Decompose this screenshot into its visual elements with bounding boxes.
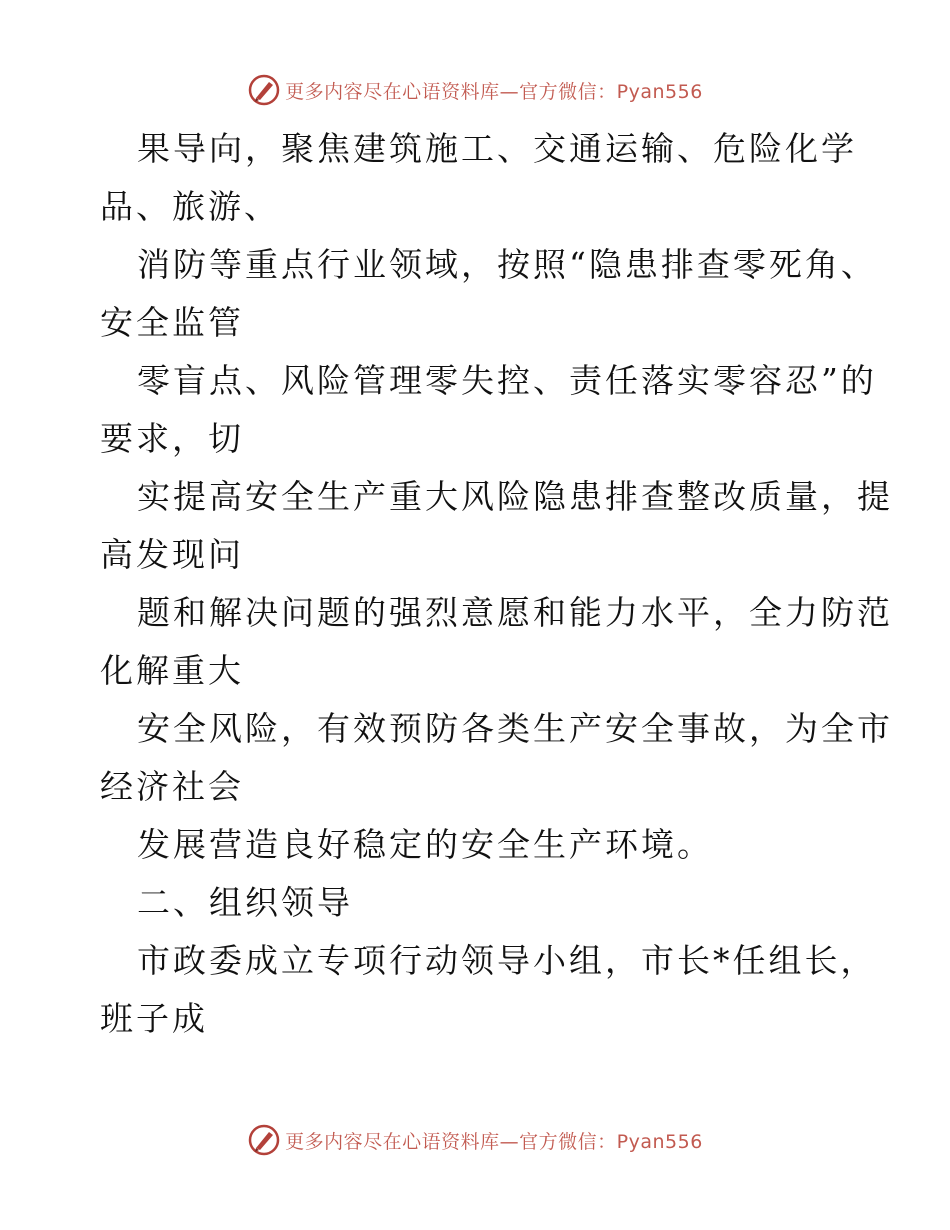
footer-banner [0, 1120, 950, 1160]
body-line: 安全监管 [100, 303, 244, 342]
body-line: 化解重大 [100, 651, 244, 690]
section-heading: 二、组织领导 [137, 883, 353, 922]
body-line: 安全风险，有效预防各类生产安全事故，为全市 [137, 709, 893, 748]
header-banner-text: 更多内容尽在心语资料库—官方微信：Pyan556 [285, 80, 703, 103]
pen-circle-logo-icon [247, 1123, 281, 1157]
body-line: 果导向，聚焦建筑施工、交通运输、危险化学 [137, 129, 857, 168]
header-banner [0, 70, 950, 110]
body-line: 题和解决问题的强烈意愿和能力水平，全力防范 [137, 593, 893, 632]
body-line: 市政委成立专项行动领导小组，市长*任组长， [137, 941, 877, 980]
document-body [100, 120, 893, 1048]
pen-circle-logo-icon [247, 73, 281, 107]
body-line: 零盲点、风险管理零失控、责任落实零容忍”的 [137, 361, 877, 400]
body-line: 高发现问 [100, 535, 244, 574]
body-line: 消防等重点行业领域，按照“隐患排查零死角、 [137, 245, 877, 284]
body-line: 发展营造良好稳定的安全生产环境。 [137, 825, 713, 864]
body-line: 班子成 [100, 999, 208, 1038]
body-line: 实提高安全生产重大风险隐患排查整改质量，提 [137, 477, 893, 516]
body-line: 要求，切 [100, 419, 244, 458]
body-line: 品、旅游、 [100, 187, 280, 226]
footer-banner-text: 更多内容尽在心语资料库—官方微信：Pyan556 [285, 1130, 703, 1153]
body-line: 经济社会 [100, 767, 244, 806]
